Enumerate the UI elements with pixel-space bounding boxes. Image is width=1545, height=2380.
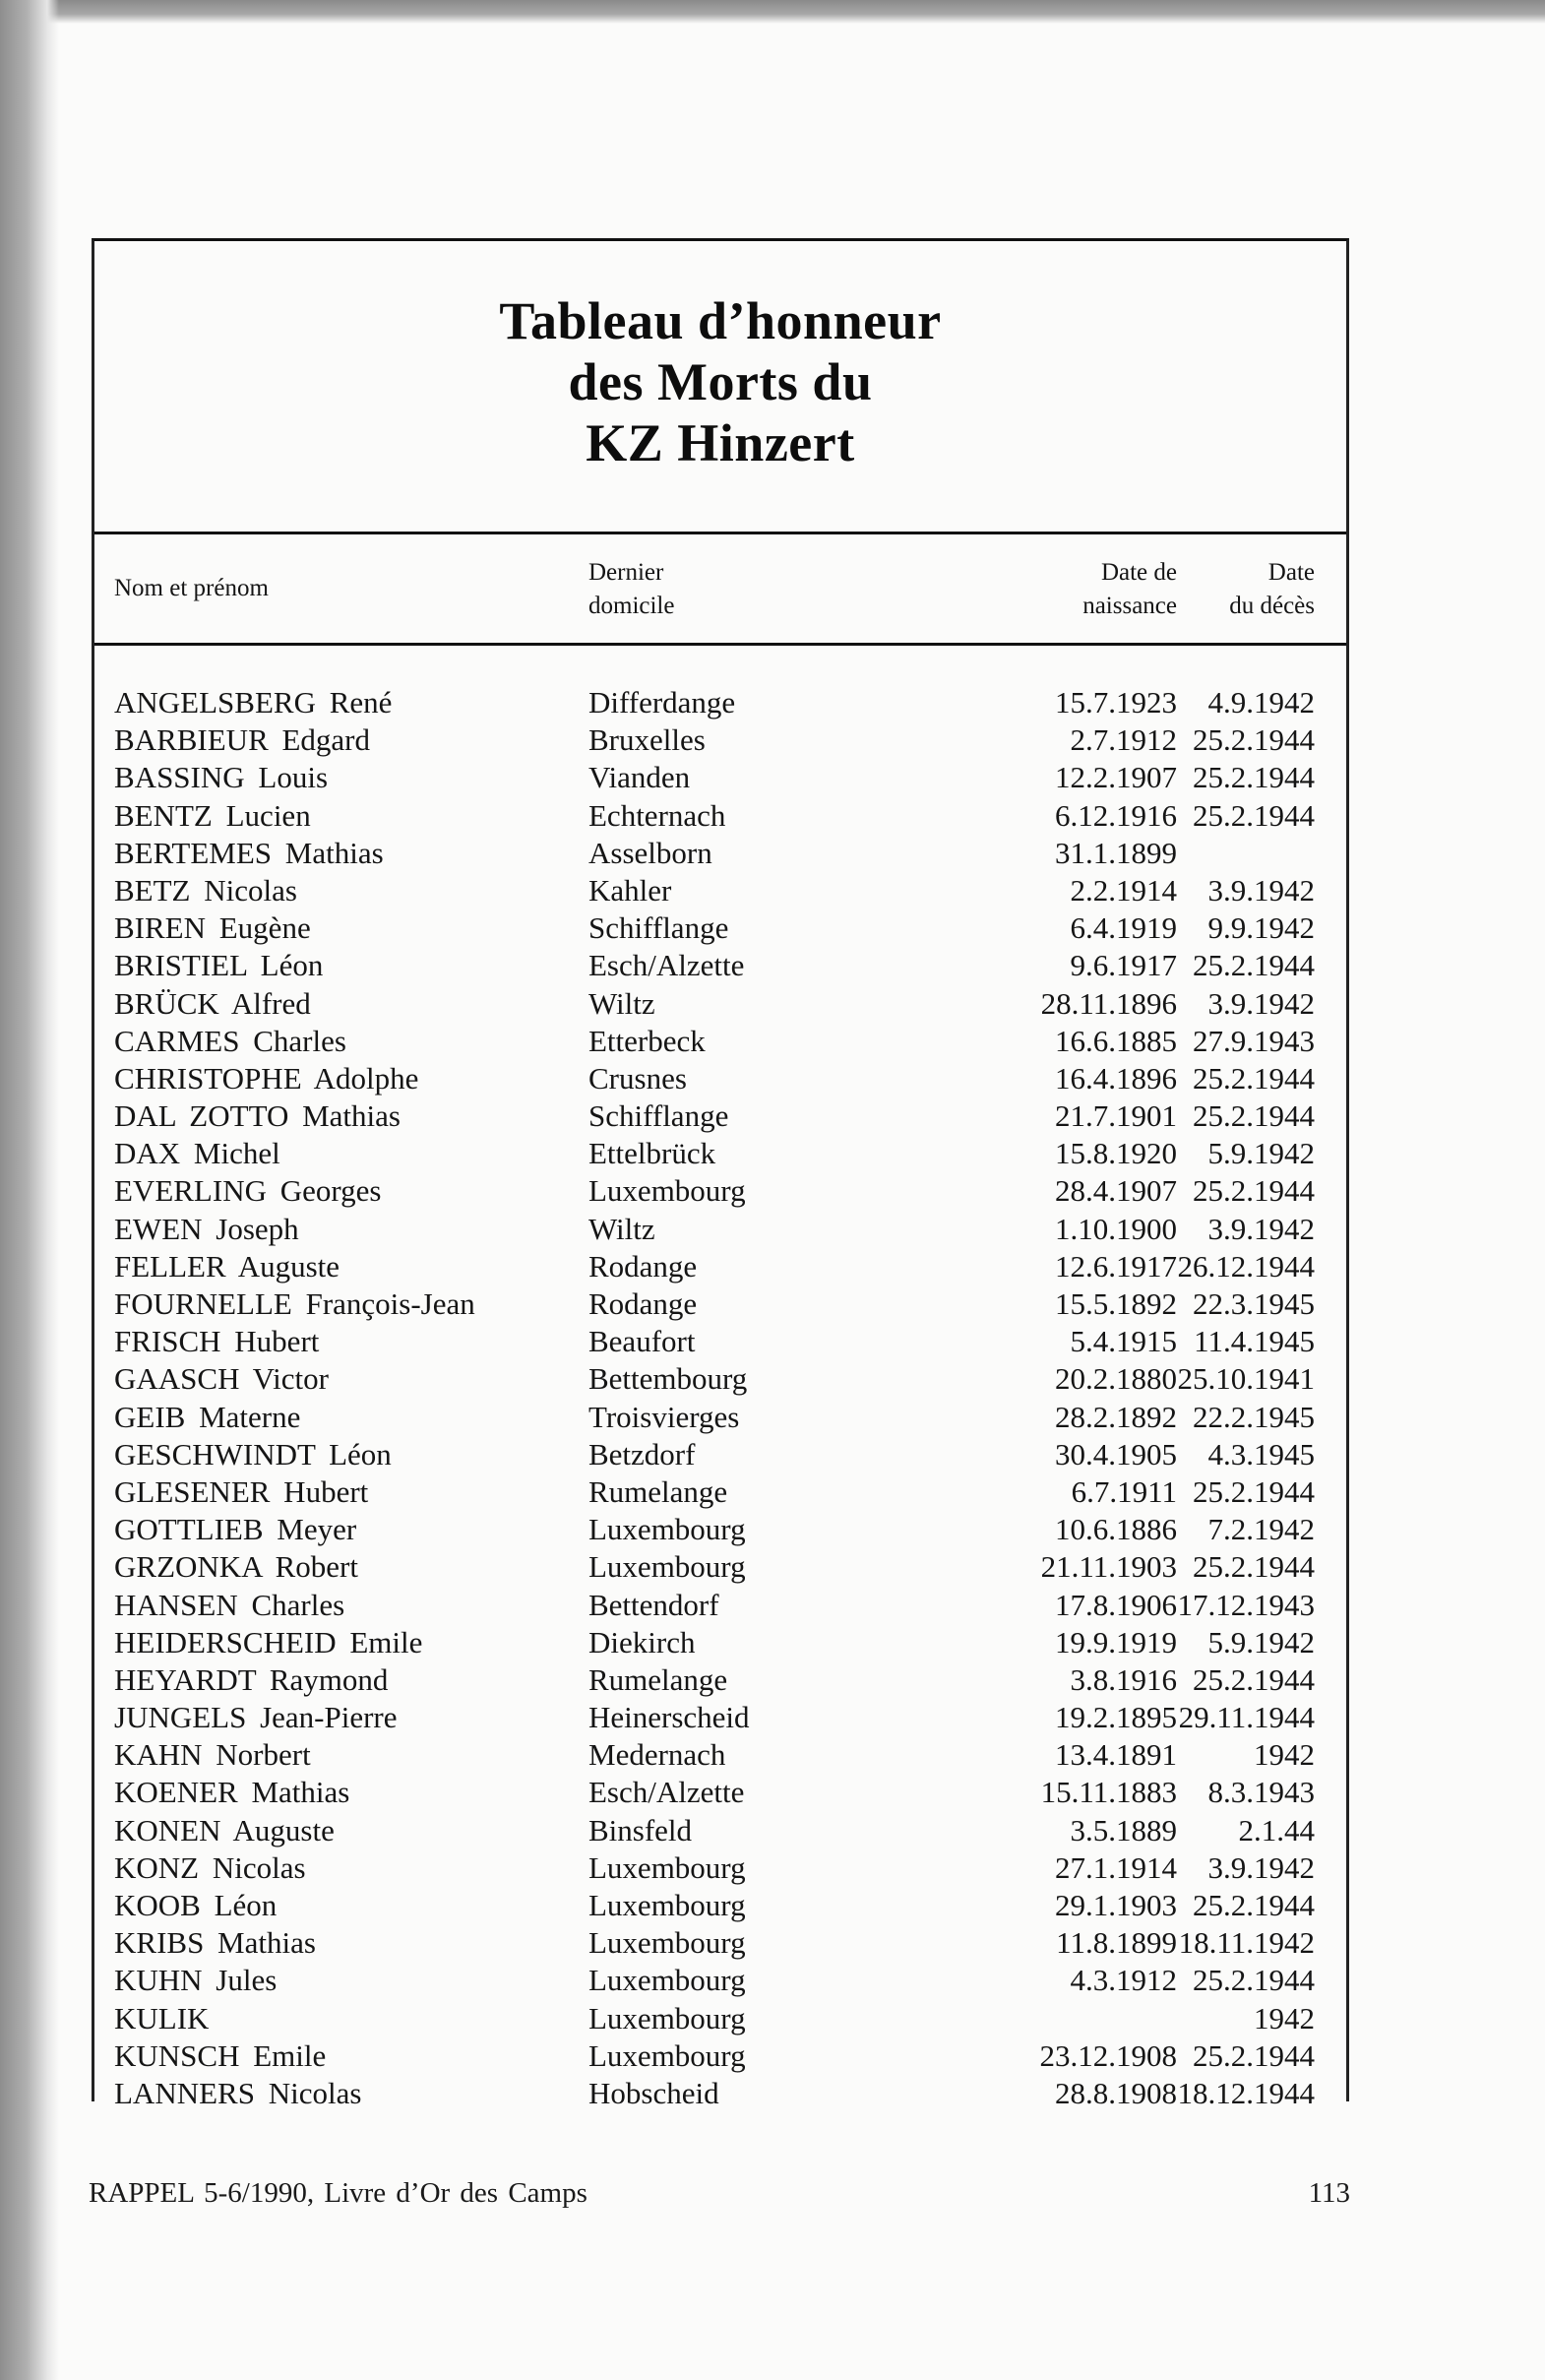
table-row bbox=[94, 1360, 1346, 1398]
cell-name: KOENER Mathias bbox=[114, 1775, 350, 1810]
header-death-line-2: du décès bbox=[1229, 593, 1315, 619]
cell-domicile: Bruxelles bbox=[588, 722, 706, 758]
page-title bbox=[94, 290, 1346, 473]
cell-death-date: 17.12.1943 bbox=[1177, 1587, 1315, 1622]
cell-death-date: 3.9.1942 bbox=[1207, 1849, 1315, 1885]
cell-birth-date: 15.11.1883 bbox=[1040, 1775, 1177, 1810]
cell-name: KUNSCH Emile bbox=[114, 2037, 327, 2073]
cell-death-date: 3.9.1942 bbox=[1207, 1211, 1315, 1246]
publication-source: RAPPEL 5-6/1990, Livre d’Or des Camps bbox=[89, 2177, 587, 2209]
cell-name: CARMES Charles bbox=[114, 1023, 346, 1058]
cell-birth-date: 3.8.1916 bbox=[1070, 1661, 1177, 1697]
cell-name: KONEN Auguste bbox=[114, 1812, 335, 1848]
table-row bbox=[94, 797, 1346, 835]
cell-domicile: Luxembourg bbox=[588, 1173, 746, 1209]
table-row bbox=[94, 1172, 1346, 1210]
cell-name: BASSING Louis bbox=[114, 760, 329, 795]
table-row bbox=[94, 759, 1346, 796]
cell-domicile: Echternach bbox=[588, 797, 726, 833]
cell-death-date: 3.9.1942 bbox=[1207, 985, 1315, 1021]
cell-death-date: 25.2.1944 bbox=[1193, 948, 1315, 983]
cell-death-date: 25.2.1944 bbox=[1193, 2037, 1315, 2073]
cell-domicile: Binsfeld bbox=[588, 1812, 693, 1848]
cell-death-date: 25.2.1944 bbox=[1193, 797, 1315, 833]
table-row bbox=[94, 2037, 1346, 2075]
cell-death-date: 25.2.1944 bbox=[1193, 1098, 1315, 1134]
table-row bbox=[94, 1774, 1346, 1811]
cell-birth-date: 28.4.1907 bbox=[1055, 1173, 1177, 1209]
table-row bbox=[94, 1135, 1346, 1172]
cell-death-date: 1942 bbox=[1254, 2000, 1315, 2036]
cell-name: HEIDERSCHEID Emile bbox=[114, 1624, 423, 1660]
cell-name: BRÜCK Alfred bbox=[114, 985, 311, 1021]
cell-birth-date: 19.9.1919 bbox=[1055, 1624, 1177, 1660]
cell-name: GEIB Materne bbox=[114, 1399, 301, 1434]
cell-name: KULIK bbox=[114, 2000, 210, 2036]
cell-domicile: Rumelange bbox=[588, 1473, 728, 1509]
header-domicile-line-2: domicile bbox=[588, 593, 675, 619]
cell-birth-date: 6.7.1911 bbox=[1071, 1473, 1177, 1509]
cell-death-date: 22.2.1945 bbox=[1193, 1399, 1315, 1434]
header-name bbox=[114, 572, 269, 605]
cell-name: KONZ Nicolas bbox=[114, 1849, 306, 1885]
cell-birth-date: 3.5.1889 bbox=[1070, 1812, 1177, 1848]
title-line-1: Tableau d’honneur bbox=[499, 291, 942, 350]
table-row bbox=[94, 684, 1346, 721]
cell-name: KUHN Jules bbox=[114, 1963, 278, 1998]
cell-domicile: Bettendorf bbox=[588, 1587, 719, 1622]
cell-birth-date: 2.2.1914 bbox=[1070, 872, 1177, 908]
cell-name: CHRISTOPHE Adolphe bbox=[114, 1060, 419, 1096]
header-death-date bbox=[1138, 556, 1315, 623]
cell-name: BIREN Eugène bbox=[114, 910, 311, 946]
table-row bbox=[94, 1699, 1346, 1736]
cell-name: BARBIEUR Edgard bbox=[114, 722, 371, 758]
column-headers bbox=[94, 534, 1346, 646]
cell-birth-date: 17.8.1906 bbox=[1055, 1587, 1177, 1622]
cell-death-date: 25.2.1944 bbox=[1193, 1963, 1315, 1998]
table-row bbox=[94, 1473, 1346, 1511]
table-row bbox=[94, 1060, 1346, 1097]
cell-death-date: 25.2.1944 bbox=[1193, 1473, 1315, 1509]
cell-death-date: 25.2.1944 bbox=[1193, 1888, 1315, 1922]
cell-birth-date: 4.3.1912 bbox=[1070, 1963, 1177, 1998]
cell-death-date: 25.2.1944 bbox=[1193, 1060, 1315, 1096]
cell-death-date: 26.12.1944 bbox=[1177, 1248, 1315, 1284]
table-row bbox=[94, 1924, 1346, 1962]
cell-death-date: 22.3.1945 bbox=[1193, 1286, 1315, 1321]
cell-domicile: Medernach bbox=[588, 1737, 726, 1773]
table-row bbox=[94, 1661, 1346, 1699]
cell-domicile: Luxembourg bbox=[588, 1512, 746, 1547]
cell-domicile: Rodange bbox=[588, 1248, 698, 1284]
page-number: 113 bbox=[1308, 2177, 1350, 2209]
title-line-2: des Morts du bbox=[568, 352, 873, 411]
cell-domicile: Esch/Alzette bbox=[588, 1775, 745, 1810]
cell-domicile: Etterbeck bbox=[588, 1023, 706, 1058]
table-row bbox=[94, 1736, 1346, 1774]
title-section bbox=[94, 241, 1346, 534]
cell-name: HEYARDT Raymond bbox=[114, 1661, 389, 1697]
cell-domicile: Bettembourg bbox=[588, 1361, 748, 1397]
cell-birth-date: 28.2.1892 bbox=[1055, 1399, 1177, 1434]
cell-death-date: 29.11.1944 bbox=[1178, 1700, 1315, 1735]
cell-death-date: 5.9.1942 bbox=[1207, 1136, 1315, 1171]
cell-name: LANNERS Nicolas bbox=[114, 2075, 362, 2110]
table-row bbox=[94, 1887, 1346, 1924]
cell-domicile: Rodange bbox=[588, 1286, 698, 1321]
table-row bbox=[94, 872, 1346, 909]
table-row bbox=[94, 985, 1346, 1023]
cell-name: FELLER Auguste bbox=[114, 1248, 340, 1284]
cell-domicile: Betzdorf bbox=[588, 1436, 696, 1472]
scan-shadow-left bbox=[0, 0, 59, 2380]
cell-death-date: 5.9.1942 bbox=[1207, 1624, 1315, 1660]
cell-domicile: Schifflange bbox=[588, 910, 729, 946]
header-domicile-line-1: Dernier bbox=[588, 559, 664, 586]
cell-name: ANGELSBERG René bbox=[114, 685, 393, 720]
table-row bbox=[94, 1323, 1346, 1360]
cell-domicile: Luxembourg bbox=[588, 2000, 746, 2036]
cell-birth-date: 6.12.1916 bbox=[1055, 797, 1177, 833]
cell-name: EVERLING Georges bbox=[114, 1173, 382, 1209]
cell-death-date: 25.2.1944 bbox=[1193, 1661, 1315, 1697]
cell-domicile: Hobscheid bbox=[588, 2075, 719, 2110]
cell-name: BERTEMES Mathias bbox=[114, 835, 384, 870]
cell-name: GOTTLIEB Meyer bbox=[114, 1512, 357, 1547]
cell-birth-date: 16.4.1896 bbox=[1055, 1060, 1177, 1096]
cell-death-date: 25.2.1944 bbox=[1193, 722, 1315, 758]
cell-domicile: Luxembourg bbox=[588, 1963, 746, 1998]
header-death-line-1: Date bbox=[1267, 559, 1315, 586]
cell-death-date: 7.2.1942 bbox=[1207, 1512, 1315, 1547]
cell-domicile: Luxembourg bbox=[588, 2037, 746, 2073]
table-row bbox=[94, 1849, 1346, 1887]
table-row bbox=[94, 1211, 1346, 1248]
cell-birth-date: 19.2.1895 bbox=[1055, 1700, 1177, 1735]
table-row bbox=[94, 2075, 1346, 2112]
table-row bbox=[94, 1548, 1346, 1586]
cell-domicile: Luxembourg bbox=[588, 1888, 746, 1922]
cell-name: GLESENER Hubert bbox=[114, 1473, 369, 1509]
table-row bbox=[94, 1023, 1346, 1060]
cell-domicile: Vianden bbox=[588, 760, 691, 795]
cell-death-date: 11.4.1945 bbox=[1194, 1324, 1315, 1359]
cell-domicile: Luxembourg bbox=[588, 1925, 746, 1961]
table-row bbox=[94, 721, 1346, 759]
cell-birth-date: 10.6.1886 bbox=[1055, 1512, 1177, 1547]
scan-shadow-top bbox=[0, 0, 1545, 24]
cell-death-date: 2.1.44 bbox=[1238, 1812, 1315, 1848]
cell-name: BENTZ Lucien bbox=[114, 797, 311, 833]
table-row bbox=[94, 947, 1346, 984]
cell-domicile: Diekirch bbox=[588, 1624, 696, 1660]
cell-death-date: 25.2.1944 bbox=[1193, 1549, 1315, 1585]
cell-name: BRISTIEL Léon bbox=[114, 948, 324, 983]
cell-death-date: 25.2.1944 bbox=[1193, 760, 1315, 795]
cell-domicile: Luxembourg bbox=[588, 1549, 746, 1585]
cell-birth-date: 16.6.1885 bbox=[1055, 1023, 1177, 1058]
cell-domicile: Rumelange bbox=[588, 1661, 728, 1697]
cell-birth-date: 15.7.1923 bbox=[1055, 685, 1177, 720]
cell-name: GESCHWINDT Léon bbox=[114, 1436, 392, 1472]
cell-birth-date: 11.8.1899 bbox=[1056, 1925, 1177, 1961]
cell-death-date: 4.9.1942 bbox=[1207, 685, 1315, 720]
cell-birth-date: 5.4.1915 bbox=[1070, 1324, 1177, 1359]
cell-domicile: Crusnes bbox=[588, 1060, 687, 1096]
cell-name: KRIBS Mathias bbox=[114, 1925, 316, 1961]
cell-birth-date: 29.1.1903 bbox=[1055, 1888, 1177, 1922]
cell-name: EWEN Joseph bbox=[114, 1211, 299, 1246]
table-row bbox=[94, 2000, 1346, 2037]
cell-domicile: Esch/Alzette bbox=[588, 948, 745, 983]
cell-birth-date: 12.6.1917 bbox=[1055, 1248, 1177, 1284]
table-body bbox=[94, 684, 1346, 2112]
cell-name: DAL ZOTTO Mathias bbox=[114, 1098, 401, 1134]
header-birth-line-1: Date de bbox=[1100, 559, 1177, 586]
cell-death-date: 8.3.1943 bbox=[1207, 1775, 1315, 1810]
cell-domicile: Schifflange bbox=[588, 1098, 729, 1134]
table-row bbox=[94, 1436, 1346, 1473]
cell-death-date: 3.9.1942 bbox=[1207, 872, 1315, 908]
cell-name: HANSEN Charles bbox=[114, 1587, 345, 1622]
cell-name: GRZONKA Robert bbox=[114, 1549, 358, 1585]
cell-name: GAASCH Victor bbox=[114, 1361, 329, 1397]
cell-domicile: Beaufort bbox=[588, 1324, 696, 1359]
table-row bbox=[94, 1097, 1346, 1135]
cell-birth-date: 31.1.1899 bbox=[1055, 835, 1177, 870]
table-row bbox=[94, 1587, 1346, 1624]
table-row bbox=[94, 1812, 1346, 1849]
cell-birth-date: 6.4.1919 bbox=[1070, 910, 1177, 946]
cell-domicile: Ettelbrück bbox=[588, 1136, 716, 1171]
header-name-label: Nom et prénom bbox=[114, 575, 269, 601]
honor-roll-table bbox=[92, 238, 1349, 2110]
table-row bbox=[94, 1399, 1346, 1436]
table-row bbox=[94, 1285, 1346, 1323]
table-row bbox=[94, 1962, 1346, 1999]
cell-birth-date: 21.7.1901 bbox=[1055, 1098, 1177, 1134]
table-row bbox=[94, 909, 1346, 947]
cell-domicile: Asselborn bbox=[588, 835, 712, 870]
cell-domicile: Differdange bbox=[588, 685, 736, 720]
cell-birth-date: 15.8.1920 bbox=[1055, 1136, 1177, 1171]
cell-domicile: Heinerscheid bbox=[588, 1700, 750, 1735]
cell-birth-date: 13.4.1891 bbox=[1055, 1737, 1177, 1773]
cell-birth-date: 28.8.1908 bbox=[1055, 2075, 1177, 2110]
cell-death-date: 25.10.1941 bbox=[1177, 1361, 1315, 1397]
cell-death-date: 27.9.1943 bbox=[1193, 1023, 1315, 1058]
cell-domicile: Wiltz bbox=[588, 1211, 655, 1246]
cell-birth-date: 28.11.1896 bbox=[1040, 985, 1177, 1021]
cell-death-date: 18.11.1942 bbox=[1178, 1925, 1315, 1961]
header-domicile bbox=[588, 556, 674, 623]
cell-birth-date: 1.10.1900 bbox=[1055, 1211, 1177, 1246]
cell-birth-date: 2.7.1912 bbox=[1070, 722, 1177, 758]
cell-name: FOURNELLE François-Jean bbox=[114, 1286, 475, 1321]
cell-birth-date: 20.2.1880 bbox=[1055, 1361, 1177, 1397]
header-birth-line-2: naissance bbox=[1082, 593, 1177, 619]
cell-birth-date: 30.4.1905 bbox=[1055, 1436, 1177, 1472]
table-row bbox=[94, 1248, 1346, 1285]
cell-death-date: 4.3.1945 bbox=[1207, 1436, 1315, 1472]
table-row bbox=[94, 1511, 1346, 1548]
cell-death-date: 25.2.1944 bbox=[1193, 1173, 1315, 1209]
cell-death-date: 18.12.1944 bbox=[1177, 2075, 1315, 2110]
cell-birth-date: 21.11.1903 bbox=[1040, 1549, 1177, 1585]
cell-birth-date: 23.12.1908 bbox=[1039, 2037, 1177, 2073]
cell-name: FRISCH Hubert bbox=[114, 1324, 320, 1359]
cell-birth-date: 12.2.1907 bbox=[1055, 760, 1177, 795]
cell-name: JUNGELS Jean-Pierre bbox=[114, 1700, 398, 1735]
title-line-3: KZ Hinzert bbox=[586, 413, 855, 472]
cell-birth-date: 27.1.1914 bbox=[1055, 1849, 1177, 1885]
cell-domicile: Wiltz bbox=[588, 985, 655, 1021]
cell-name: DAX Michel bbox=[114, 1136, 280, 1171]
cell-domicile: Luxembourg bbox=[588, 1849, 746, 1885]
table-row bbox=[94, 835, 1346, 872]
cell-domicile: Kahler bbox=[588, 872, 672, 908]
cell-death-date: 9.9.1942 bbox=[1207, 910, 1315, 946]
cell-death-date: 1942 bbox=[1254, 1737, 1315, 1773]
cell-domicile: Troisvierges bbox=[588, 1399, 740, 1434]
cell-name: KAHN Norbert bbox=[114, 1737, 311, 1773]
cell-birth-date: 15.5.1892 bbox=[1055, 1286, 1177, 1321]
cell-name: KOOB Léon bbox=[114, 1888, 278, 1922]
cell-birth-date: 9.6.1917 bbox=[1070, 948, 1177, 983]
table-row bbox=[94, 1624, 1346, 1661]
cell-name: BETZ Nicolas bbox=[114, 872, 297, 908]
